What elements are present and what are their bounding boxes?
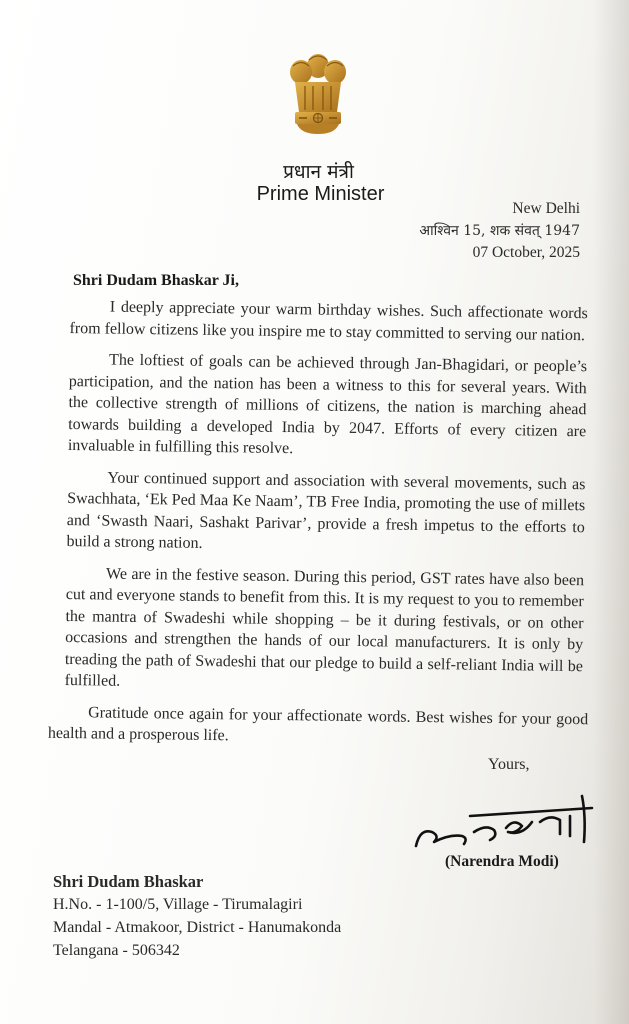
- signature-icon: [410, 776, 610, 856]
- signed-name: (Narendra Modi): [445, 853, 559, 870]
- dateline-date: 07 October, 2025: [472, 244, 580, 261]
- paragraph-4: We are in the festive season. During this period, GST rates have also been cut and everyone stands to benefit from this. It is my request to you to remember the mantra of Swadeshi while shopping – be it during festivals, or on other occasions and strengthen the hands of our local manufacturers. It is only by treading the path of Swadeshi that our pledge to build a self-reliant India will be fulfilled.: [64, 565, 585, 690]
- paragraph-3: Your continued support and association with several movements, such as Swachhata, ‘Ek Ped Maa Ke Naam’, TB Free India, promoting the use of millets and ‘Swasth Naari, Sashakt Parivar’, provide a fresh impetus to the efforts to build a strong nation.: [66, 469, 586, 552]
- dateline-hindi-date: आश्विन 15, शक संवत् 1947: [419, 223, 580, 239]
- salutation: Shri Dudam Bhaskar Ji,: [73, 272, 239, 289]
- dateline-place: New Delhi: [512, 200, 580, 217]
- paragraph-1: I deeply appreciate your warm birthday wishes. Such affectionate words from fellow citizens like you inspire me to stay committed to serving our nation.: [69, 298, 588, 344]
- national-emblem-icon: [287, 52, 349, 144]
- letter-body: [47, 296, 589, 762]
- closing: Yours,: [488, 756, 530, 773]
- page-shadow: [593, 0, 629, 1024]
- address-line-1: H.No. - 1-100/5, Village - Tirumalagiri: [53, 896, 303, 913]
- recipient-name: Shri Dudam Bhaskar: [53, 872, 204, 891]
- address-line-3: Telangana - 506342: [53, 942, 180, 959]
- paragraph-2: The loftiest of goals can be achieved through Jan-Bhagidari, or people’s participation, and the nation has been a witness to this for several years. With the collective strength of millions of citizens, the nation is marching ahead towards building a developed India by 2047. Efforts of every citizen are invaluable in fulfilling this resolve.: [67, 351, 588, 458]
- recipient-address: [53, 870, 341, 962]
- address-line-2: Mandal - Atmakoor, District - Hanumakonda: [53, 919, 342, 936]
- title-prime-minister: Prime Minister: [256, 183, 385, 205]
- paragraph-5: Gratitude once again for your affectionate words. Best wishes for your good health and a prosperous life.: [47, 703, 589, 745]
- dateline: [419, 198, 580, 264]
- title-hindi: प्रधान मंत्री: [283, 161, 354, 183]
